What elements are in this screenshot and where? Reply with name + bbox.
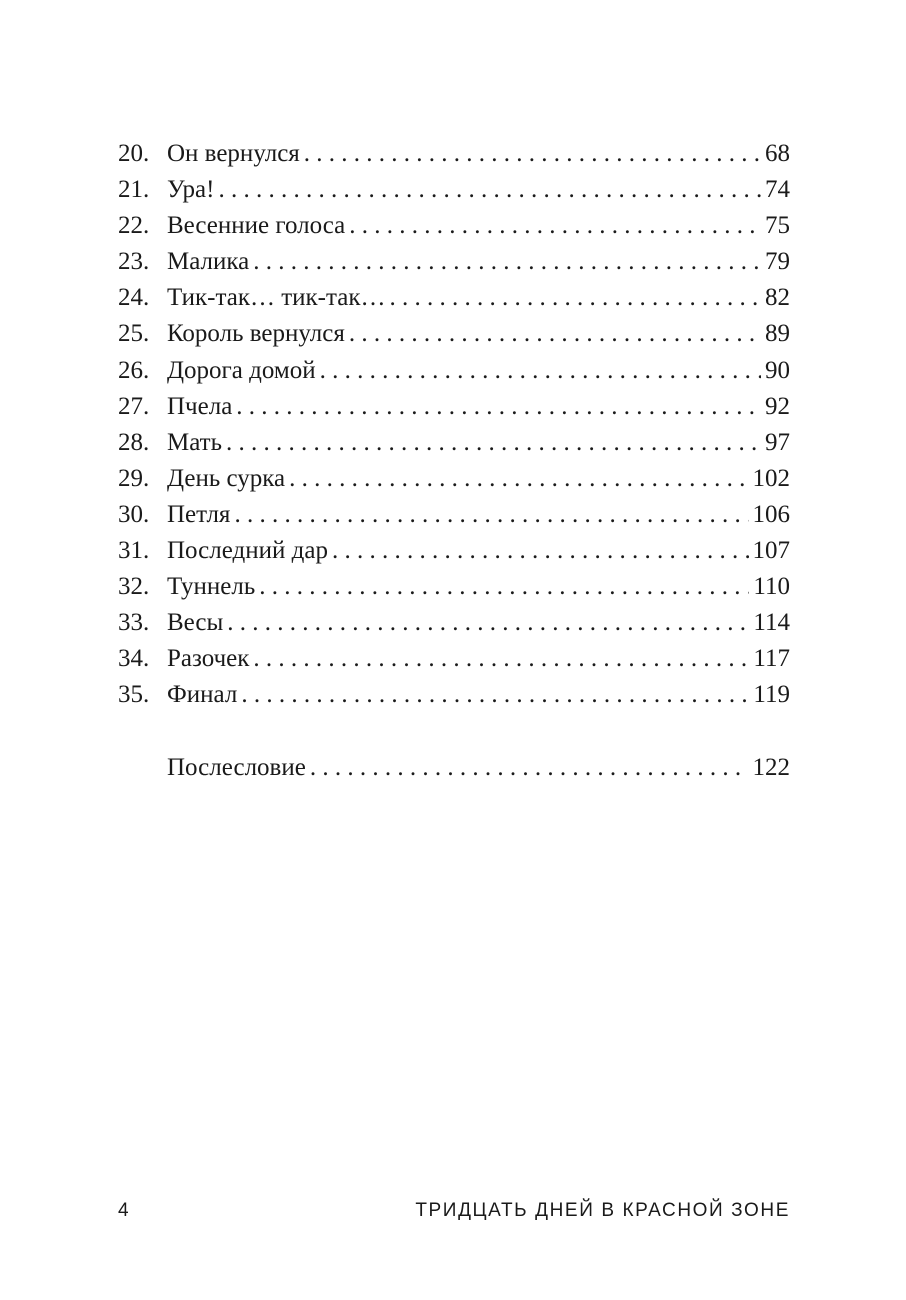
toc-entry-title: Он вернулся — [167, 140, 300, 167]
toc-entry — [118, 353, 790, 389]
toc-entry-page: 82 — [765, 284, 790, 312]
toc-entry — [118, 641, 790, 677]
toc-entry-title: Тик-так… тик-так… — [167, 284, 386, 312]
toc-entry-title: Ура! — [167, 176, 215, 204]
toc-entry-page: 117 — [753, 645, 790, 673]
toc-entry-title: Пчела — [167, 392, 233, 420]
toc-entry-number: 24. — [118, 284, 150, 312]
footer-book-title: ТРИДЦАТЬ ДНЕЙ В КРАСНОЙ ЗОНЕ — [415, 1200, 790, 1221]
toc-entry-page: 79 — [765, 248, 790, 276]
toc-entry-page: 68 — [765, 140, 790, 167]
toc-entry-page: 107 — [752, 537, 790, 565]
toc-dot-leader — [332, 533, 749, 569]
toc-dot-leader — [289, 461, 748, 497]
toc-entry-title: Весенние голоса — [167, 212, 346, 240]
toc-entry-page: 97 — [765, 428, 790, 456]
toc-dot-leader — [349, 208, 761, 244]
footer-page-number: 4 — [118, 1200, 129, 1221]
toc-spacer — [118, 714, 790, 750]
toc-entry-number: 35. — [118, 681, 150, 709]
table-of-contents — [118, 136, 790, 786]
toc-dot-leader — [234, 497, 748, 533]
toc-entry-number: 26. — [118, 356, 150, 384]
page-footer — [118, 1200, 790, 1222]
toc-dot-leader — [241, 677, 749, 713]
toc-entry — [118, 677, 790, 713]
toc-dot-leader — [253, 244, 761, 280]
toc-entry-title: Дорога домой — [167, 356, 316, 384]
toc-entry — [118, 208, 790, 244]
toc-entry-page: 92 — [765, 392, 790, 420]
toc-dot-leader — [310, 750, 749, 786]
toc-entry-number: 29. — [118, 464, 150, 492]
toc-entry-page: 119 — [753, 681, 790, 709]
toc-entry-number: 33. — [118, 609, 150, 637]
toc-entry — [118, 461, 790, 497]
toc-entry-title: Финал — [167, 681, 238, 709]
toc-entry-number: 28. — [118, 428, 150, 456]
toc-dot-leader — [227, 605, 749, 641]
toc-entry-number: 31. — [118, 537, 150, 565]
toc-entry-title: День сурка — [167, 464, 286, 492]
toc-entry-page: 102 — [752, 464, 790, 492]
toc-entry-page: 114 — [753, 609, 790, 637]
toc-dot-leader — [259, 569, 749, 605]
toc-entry-title: Последний дар — [167, 537, 328, 565]
toc-dot-leader — [253, 641, 749, 677]
toc-entry-number: 20. — [118, 140, 150, 167]
toc-entry-page: 106 — [752, 500, 790, 528]
toc-entry — [118, 497, 790, 533]
toc-dot-leader — [226, 425, 761, 461]
toc-entry-page: 90 — [765, 356, 790, 384]
toc-afterword-entry — [118, 750, 790, 786]
toc-entry — [118, 280, 790, 316]
toc-entry — [118, 533, 790, 569]
toc-entry-title: Малика — [167, 248, 250, 276]
toc-entry-number: 22. — [118, 212, 150, 240]
toc-afterword-page: 122 — [752, 753, 790, 781]
toc-dot-leader — [236, 389, 761, 425]
toc-entry — [118, 389, 790, 425]
toc-dot-leader — [304, 136, 761, 172]
toc-entry-title: Разочек — [167, 645, 250, 673]
toc-dot-leader — [349, 316, 761, 352]
toc-afterword-title: Послесловие — [167, 753, 306, 781]
toc-entry-number: 27. — [118, 392, 150, 420]
toc-dot-leader — [218, 172, 761, 208]
toc-entry — [118, 244, 790, 280]
toc-dot-leader — [320, 353, 761, 389]
toc-entry-number: 25. — [118, 320, 150, 348]
toc-entry-page: 110 — [753, 573, 790, 601]
toc-entry — [118, 172, 790, 208]
toc-entry-number: 34. — [118, 645, 150, 673]
toc-entry-number: 32. — [118, 573, 150, 601]
toc-entry-number: 21. — [118, 176, 150, 204]
toc-entry-title: Король вернулся — [167, 320, 345, 348]
toc-entry-number: 30. — [118, 500, 150, 528]
toc-entry-page: 75 — [765, 212, 790, 240]
toc-entry-title: Туннель — [167, 573, 256, 601]
toc-entry-number: 23. — [118, 248, 150, 276]
toc-entry-page: 89 — [765, 320, 790, 348]
toc-entry — [118, 425, 790, 461]
toc-entry — [118, 316, 790, 352]
toc-entry — [118, 136, 790, 172]
toc-entry — [118, 605, 790, 641]
toc-entry-title: Петля — [167, 500, 231, 528]
toc-entry — [118, 569, 790, 605]
toc-entry-title: Мать — [167, 428, 223, 456]
toc-entry-title: Весы — [167, 609, 224, 637]
toc-entry-page: 74 — [765, 176, 790, 204]
toc-dot-leader — [389, 280, 761, 316]
